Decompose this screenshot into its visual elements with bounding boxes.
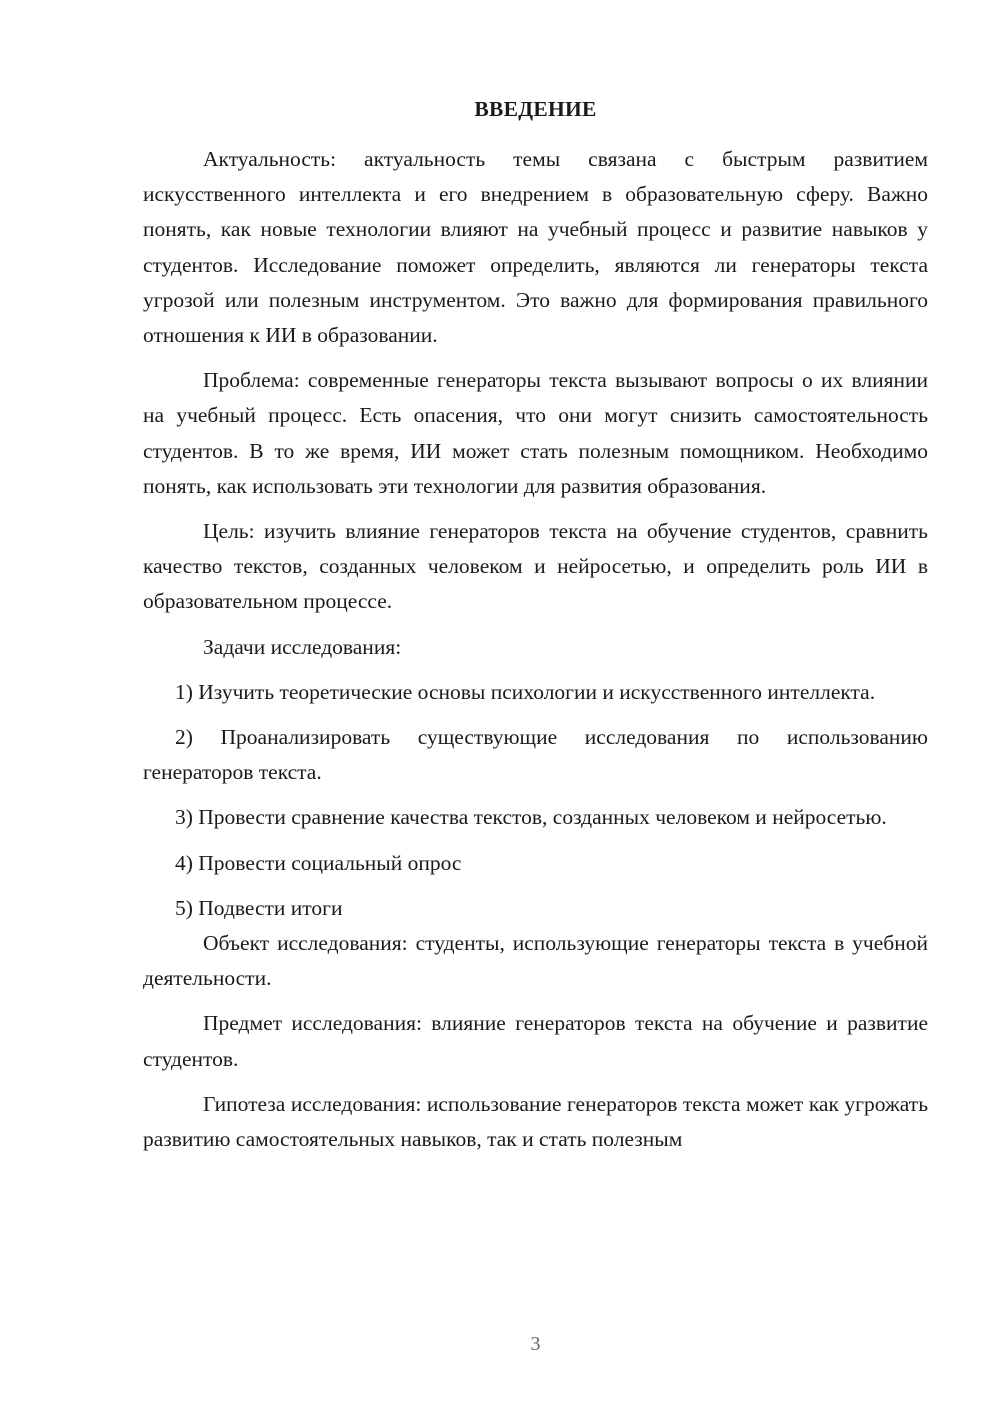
body-text bbox=[143, 142, 928, 1157]
task-item-4: 4) Провести социальный опрос bbox=[175, 850, 462, 875]
task-item-2: 2) Проанализировать существующие исследования по использованию генераторов текста. bbox=[143, 725, 928, 785]
paragraph-object: Объект исследования: студенты, использующие генераторы текста в учебной деятельности. bbox=[143, 931, 928, 991]
paragraph-problem: Проблема: современные генераторы текста вызывают вопросы о их влиянии на учебный процесс. Есть опасения, что они могут снизить самостоятельность студентов. В то же время, ИИ может стать полезным помощником. Необходимо понять, как использовать эти технологии для развития образования. bbox=[143, 368, 928, 498]
task-item-1: 1) Изучить теоретические основы психологии и искусственного интеллекта. bbox=[175, 679, 876, 704]
paragraph-goal: Цель: изучить влияние генераторов текста на обучение студентов, сравнить качество текстов, созданных человеком и нейросетью, и определить роль ИИ в образовательном процессе. bbox=[143, 519, 928, 614]
paragraph-hypothesis: Гипотеза исследования: использование генераторов текста может как угрожать развитию самостоятельных навыков, так и стать полезным bbox=[143, 1091, 928, 1152]
page-number: 3 bbox=[530, 1333, 541, 1355]
task-item-3: 3) Провести сравнение качества текстов, созданных человеком и нейросетью. bbox=[175, 805, 887, 830]
task-item-5: 5) Подвести итоги bbox=[175, 895, 343, 920]
paragraph-subject: Предмет исследования: влияние генераторов текста на обучение и развитие студентов. bbox=[143, 1011, 928, 1071]
paragraph-relevance: Актуальность: актуальность темы связана с быстрым развитием искусственного интеллекта и его внедрением в образовательную сферу. Важно понять, как новые технологии влияют на учебный процесс и развитие навыков у студентов. Исследование поможет определить, являются ли генераторы текста угрозой или полезным инструментом. Это важно для формирования правильного отношения к ИИ в образовании. bbox=[143, 147, 928, 348]
tasks-title: Задачи исследования: bbox=[203, 634, 402, 659]
page-title: ВВЕДЕНИЕ bbox=[474, 97, 597, 121]
